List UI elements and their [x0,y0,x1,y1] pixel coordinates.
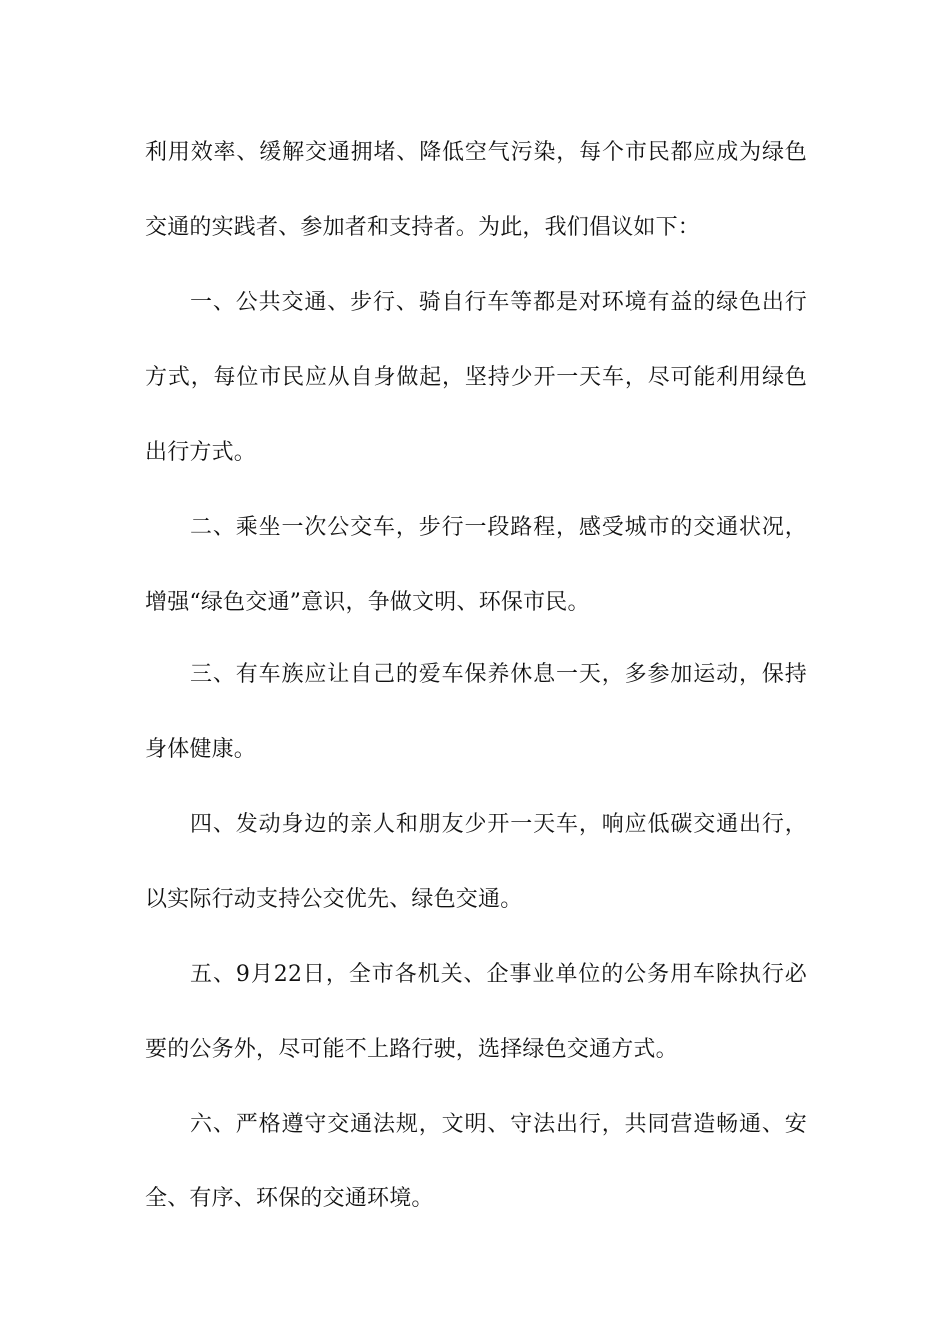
text-line-6: 二、乘坐一次公交车，步行一段路程，感受城市的交通状况， [190,515,807,540]
text-line-4: 方式，每位市民应从自身做起，坚持少开一天车，尽可能利用绿色 [145,365,807,390]
text-line-10: 四、发动身边的亲人和朋友少开一天车，响应低碳交通出行， [190,812,807,837]
text-line-7: 增强“绿色交通”意识，争做文明、环保市民。 [145,590,590,615]
text-line-9: 身体健康。 [145,737,257,762]
text-line-3: 一、公共交通、步行、骑自行车等都是对环境有益的绿色出行 [190,290,807,315]
text-line-2: 交通的实践者、参加者和支持者。为此，我们倡议如下： [145,215,701,240]
text-line-13: 要的公务外，尽可能不上路行驶，选择绿色交通方式。 [145,1037,678,1062]
text-line-1: 利用效率、缓解交通拥堵、降低空气污染，每个市民都应成为绿色 [145,140,807,165]
text-line-11: 以实际行动支持公交优先、绿色交通。 [145,887,523,912]
text-line-12: 五、9月22日，全市各机关、企事业单位的公务用车除执行必 [190,962,807,987]
text-line-8: 三、有车族应让自己的爱车保养休息一天，多参加运动，保持 [190,662,807,687]
text-line-14: 六、严格遵守交通法规，文明、守法出行，共同营造畅通、安 [190,1112,807,1137]
text-line-15: 全、有序、环保的交通环境。 [145,1186,434,1211]
text-line-5: 出行方式。 [145,440,257,465]
